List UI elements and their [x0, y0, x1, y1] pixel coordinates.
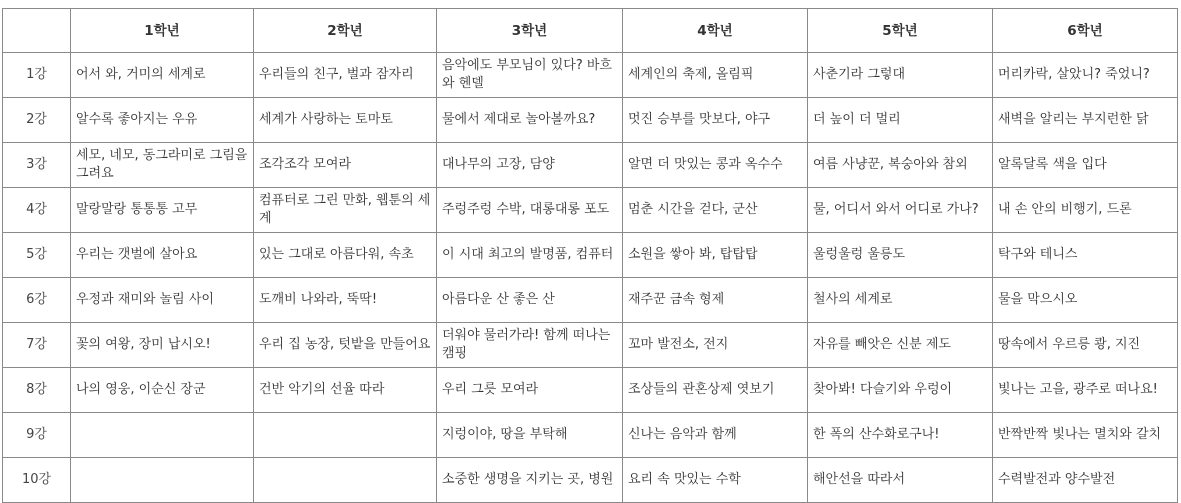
table-cell: 물을 막으시오 — [993, 278, 1178, 323]
grade-1-header: 1학년 — [71, 9, 254, 53]
table-cell: 자유를 빼앗은 신분 제도 — [808, 323, 993, 368]
grade-3-header: 3학년 — [437, 9, 623, 53]
lesson-label: 5강 — [3, 233, 71, 278]
table-cell: 우정과 재미와 놀림 사이 — [71, 278, 254, 323]
table-row — [3, 323, 1178, 368]
table-cell: 한 폭의 산수화로구나! — [808, 413, 993, 458]
table-cell: 도깨비 나와라, 뚝딱! — [254, 278, 437, 323]
table-cell: 찾아봐! 다슬기와 우렁이 — [808, 368, 993, 413]
table-row — [3, 233, 1178, 278]
table-cell: 나의 영웅, 이순신 장군 — [71, 368, 254, 413]
table-cell — [254, 413, 437, 458]
table-cell: 있는 그대로 아름다워, 속초 — [254, 233, 437, 278]
table-cell: 신나는 음악과 함께 — [623, 413, 808, 458]
corner-header — [3, 9, 71, 53]
table-cell: 멈춘 시간을 걷다, 군산 — [623, 188, 808, 233]
table-cell: 더워야 물러가라! 함께 떠나는 캠핑 — [437, 323, 623, 368]
lesson-label: 4강 — [3, 188, 71, 233]
table-cell: 음악에도 부모님이 있다? 바흐와 헨델 — [437, 53, 623, 98]
table-cell: 컴퓨터로 그린 만화, 웹툰의 세계 — [254, 188, 437, 233]
table-cell: 철사의 세계로 — [808, 278, 993, 323]
table-cell: 땅속에서 우르릉 쾅, 지진 — [993, 323, 1178, 368]
header-row — [3, 9, 1178, 53]
table-row — [3, 143, 1178, 188]
table-row — [3, 53, 1178, 98]
lesson-label: 6강 — [3, 278, 71, 323]
table-cell: 내 손 안의 비행기, 드론 — [993, 188, 1178, 233]
table-row — [3, 188, 1178, 233]
table-cell: 해안선을 따라서 — [808, 458, 993, 503]
grade-4-header: 4학년 — [623, 9, 808, 53]
table-cell: 꼬마 발전소, 전지 — [623, 323, 808, 368]
table-cell: 재주꾼 금속 형제 — [623, 278, 808, 323]
table-row — [3, 98, 1178, 143]
table-cell: 빛나는 고을, 광주로 떠나요! — [993, 368, 1178, 413]
table-cell: 우리들의 친구, 벌과 잠자리 — [254, 53, 437, 98]
table-cell: 울렁울렁 울릉도 — [808, 233, 993, 278]
table-cell: 주렁주렁 수박, 대롱대롱 포도 — [437, 188, 623, 233]
table-cell: 사춘기라 그렇대 — [808, 53, 993, 98]
lesson-label: 9강 — [3, 413, 71, 458]
table-cell: 요리 속 맛있는 수학 — [623, 458, 808, 503]
table-cell: 우리는 갯벌에 살아요 — [71, 233, 254, 278]
table-cell: 이 시대 최고의 발명품, 컴퓨터 — [437, 233, 623, 278]
grade-2-header: 2학년 — [254, 9, 437, 53]
table-cell: 꽃의 여왕, 장미 납시오! — [71, 323, 254, 368]
table-cell: 어서 와, 거미의 세계로 — [71, 53, 254, 98]
table-cell: 아름다운 산 좋은 산 — [437, 278, 623, 323]
table-cell: 세계가 사랑하는 토마토 — [254, 98, 437, 143]
table-cell: 반짝반짝 빛나는 멸치와 갈치 — [993, 413, 1178, 458]
lesson-label: 8강 — [3, 368, 71, 413]
lesson-label: 3강 — [3, 143, 71, 188]
table-cell — [71, 413, 254, 458]
lesson-label: 1강 — [3, 53, 71, 98]
table-cell: 지렁이야, 땅을 부탁해 — [437, 413, 623, 458]
grade-6-header: 6학년 — [993, 9, 1178, 53]
grade-5-header: 5학년 — [808, 9, 993, 53]
table-cell: 세모, 네모, 동그라미로 그림을 그려요 — [71, 143, 254, 188]
table-cell: 더 높이 더 멀리 — [808, 98, 993, 143]
table-cell: 소중한 생명을 지키는 곳, 병원 — [437, 458, 623, 503]
table-cell: 소원을 쌓아 봐, 탑탑탑 — [623, 233, 808, 278]
lesson-label: 10강 — [3, 458, 71, 503]
lesson-label: 2강 — [3, 98, 71, 143]
table-cell: 탁구와 테니스 — [993, 233, 1178, 278]
table-cell: 세계인의 축제, 올림픽 — [623, 53, 808, 98]
table-cell: 대나무의 고장, 담양 — [437, 143, 623, 188]
table-cell: 수력발전과 양수발전 — [993, 458, 1178, 503]
table-cell: 여름 사냥꾼, 복숭아와 참외 — [808, 143, 993, 188]
table-row — [3, 413, 1178, 458]
table-cell: 물, 어디서 와서 어디로 가나? — [808, 188, 993, 233]
table-cell: 우리 집 농장, 텃밭을 만들어요 — [254, 323, 437, 368]
table-cell: 조각조각 모여라 — [254, 143, 437, 188]
table-cell: 말랑말랑 통통통 고무 — [71, 188, 254, 233]
table-cell: 알면 더 맛있는 콩과 옥수수 — [623, 143, 808, 188]
table-cell: 건반 악기의 선율 따라 — [254, 368, 437, 413]
table-row — [3, 368, 1178, 413]
table-cell: 알수록 좋아지는 우유 — [71, 98, 254, 143]
table-cell: 알록달록 색을 입다 — [993, 143, 1178, 188]
table-cell: 물에서 제대로 놀아볼까요? — [437, 98, 623, 143]
curriculum-table — [2, 8, 1178, 503]
table-cell: 우리 그릇 모여라 — [437, 368, 623, 413]
table-cell: 새벽을 알리는 부지런한 닭 — [993, 98, 1178, 143]
table-cell: 머리카락, 살았니? 죽었니? — [993, 53, 1178, 98]
table-row — [3, 278, 1178, 323]
lesson-label: 7강 — [3, 323, 71, 368]
table-cell: 조상들의 관혼상제 엿보기 — [623, 368, 808, 413]
table-cell: 멋진 승부를 맛보다, 야구 — [623, 98, 808, 143]
